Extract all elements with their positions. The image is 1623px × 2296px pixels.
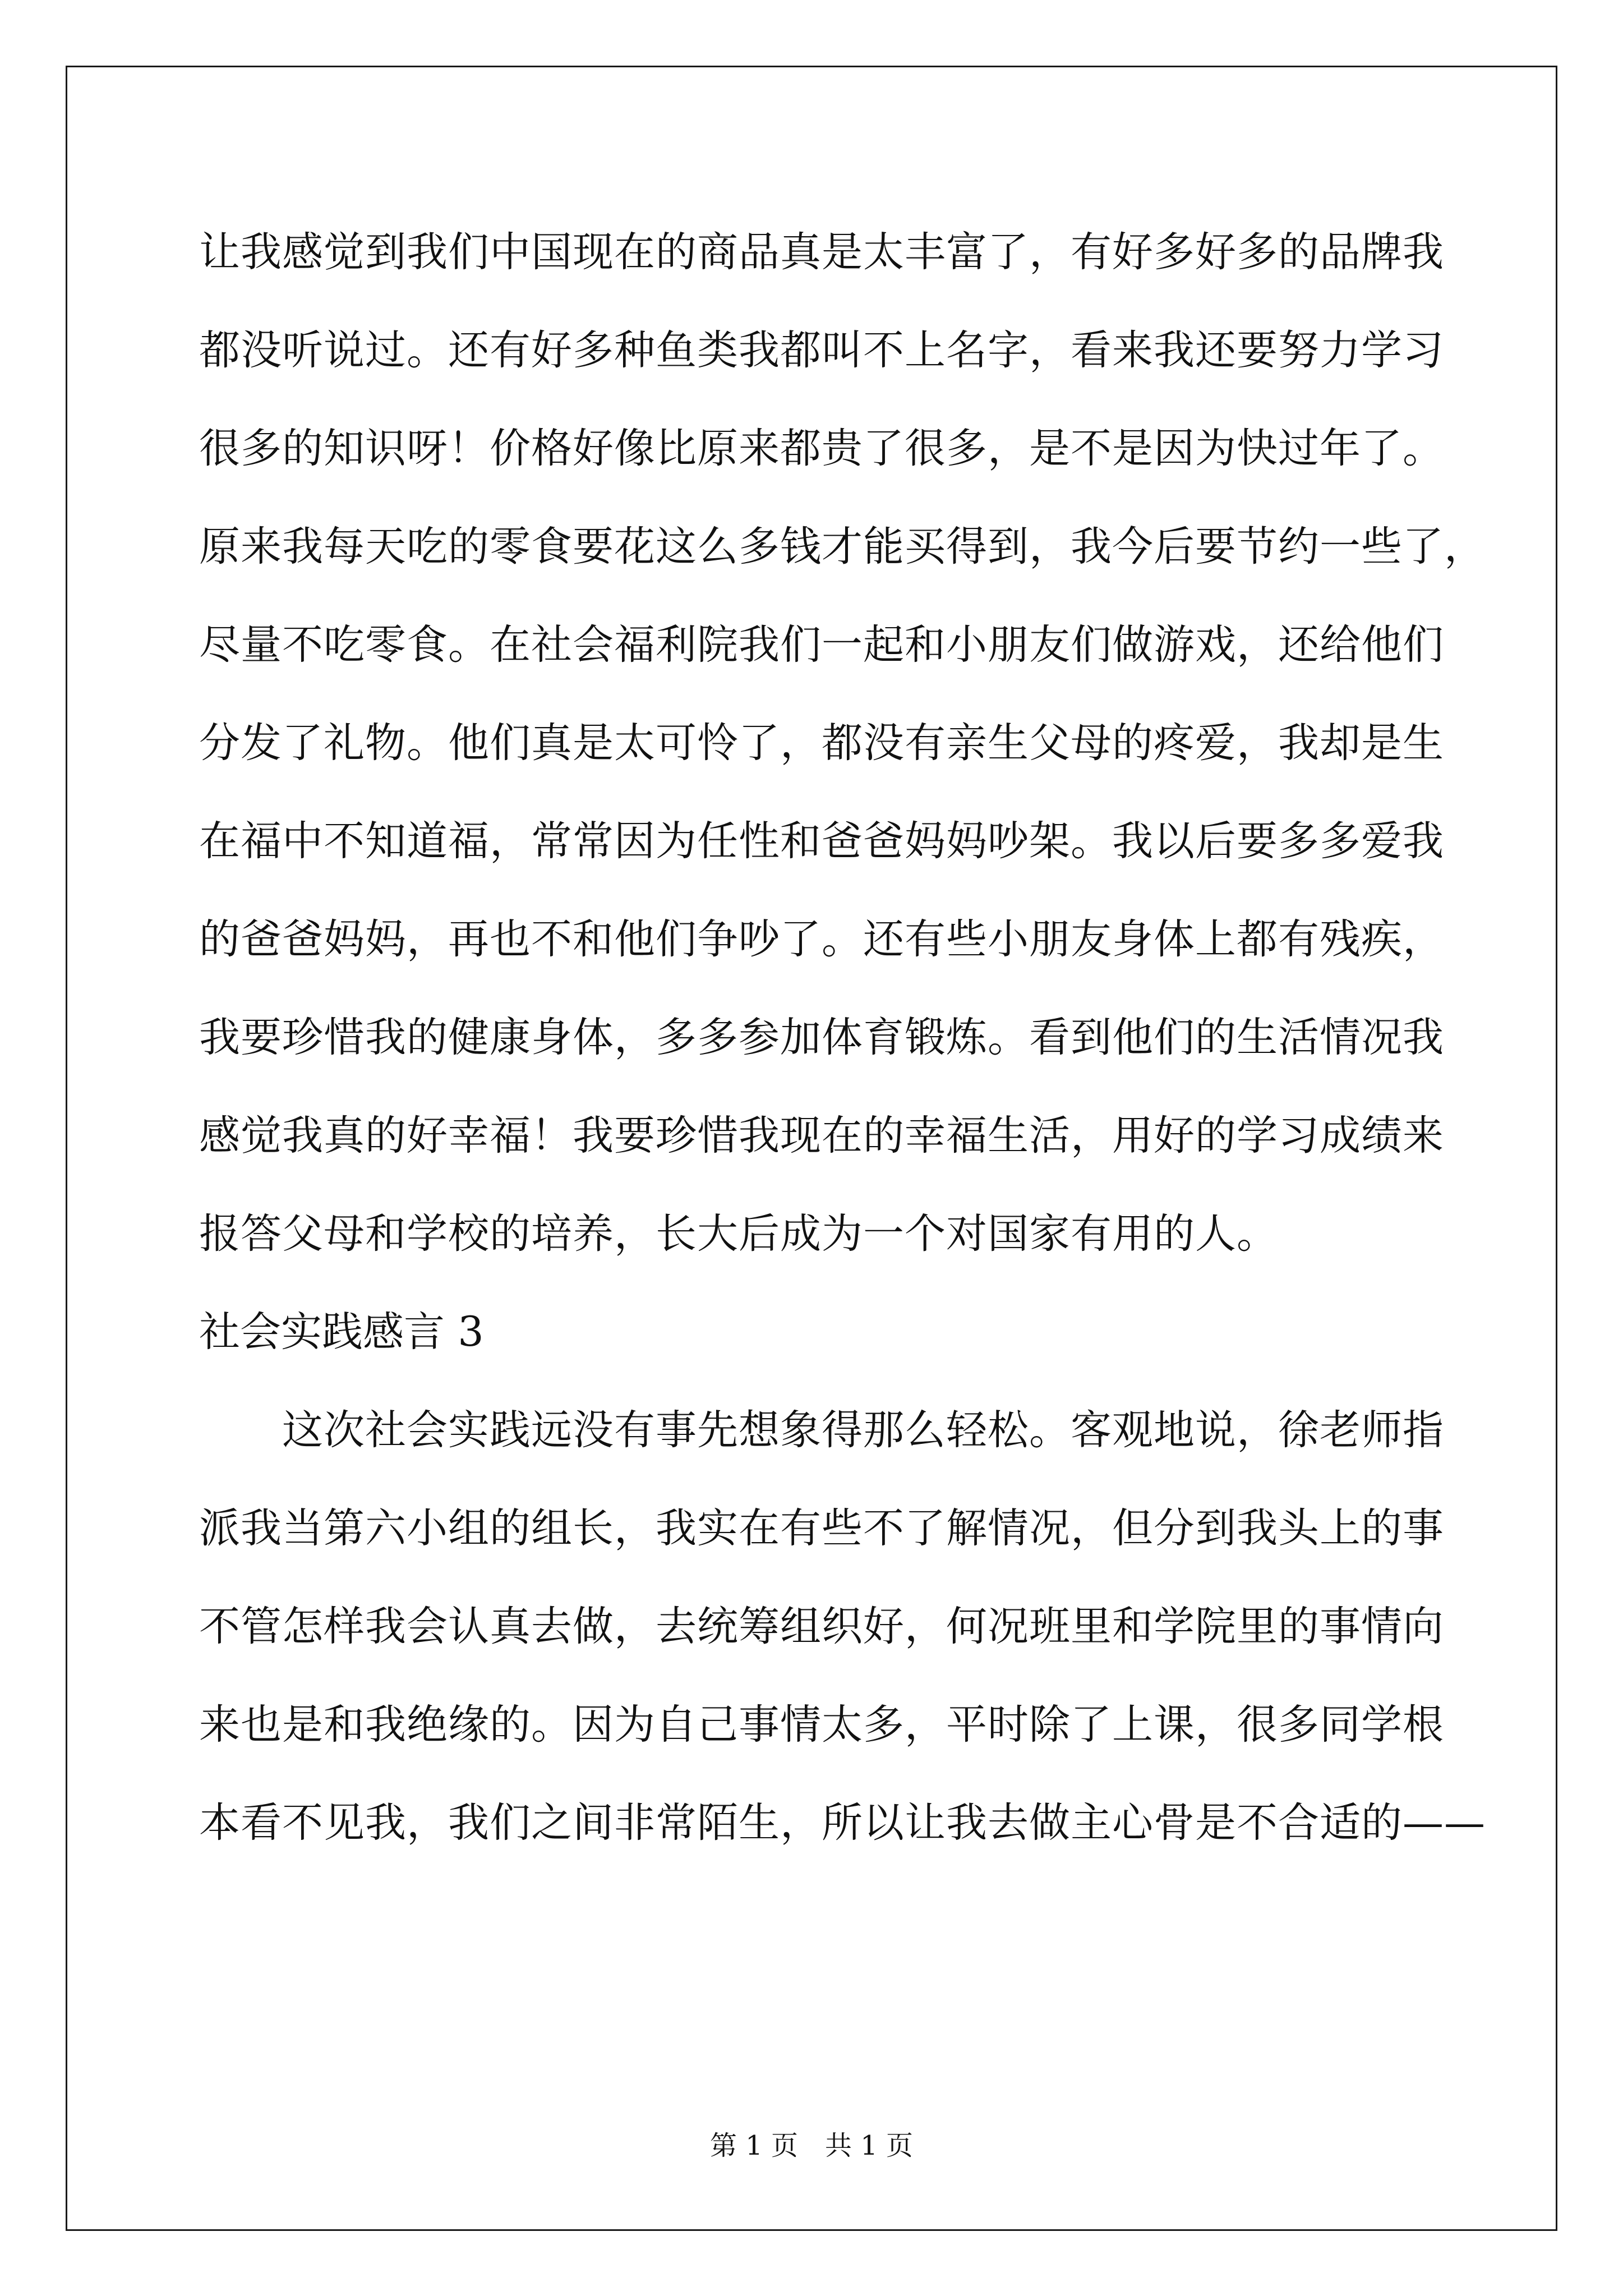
text-line: 来也是和我绝缘的。因为自己事情太多，平时除了上课，很多同学根 [199, 1701, 1444, 1749]
text-line: 都没听说过。还有好多种鱼类我都叫不上名字，看来我还要努力学习 [199, 326, 1444, 374]
text-line: 原来我每天吃的零食要花这么多钱才能买得到，我今后要节约一些了， [199, 523, 1486, 570]
text-line: 在福中不知道福，常常因为任性和爸爸妈妈吵架。我以后要多多爱我 [199, 817, 1444, 865]
text-line: 尽量不吃零食。在社会福利院我们一起和小朋友们做游戏，还给他们 [199, 621, 1444, 669]
text-line: 很多的知识呀！价格好像比原来都贵了很多，是不是因为快过年了。 [199, 425, 1444, 472]
text-line: 本看不见我，我们之间非常陌生，所以让我去做主心骨是不合适的—— [199, 1799, 1486, 1847]
text-line: 让我感觉到我们中国现在的商品真是太丰富了，有好多好多的品牌我 [199, 228, 1444, 276]
paragraph-2 [199, 1397, 1486, 1888]
document-body [199, 219, 1486, 1888]
page-footer: 第 1 页 共 1 页 [709, 2130, 914, 2161]
text-line: 我要珍惜我的健康身体，多多参加体育锻炼。看到他们的生活情况我 [199, 1014, 1444, 1061]
section-title: 社会实践感言 3 [199, 1308, 484, 1356]
text-line: 报答父母和学校的培养，长大后成为一个对国家有用的人。 [199, 1210, 1278, 1258]
text-line: 不管怎样我会认真去做，去统筹组织好，何况班里和学院里的事情向 [199, 1603, 1444, 1650]
text-line: 派我当第六小组的组长，我实在有些不了解情况，但分到我头上的事 [199, 1504, 1444, 1552]
text-line: 分发了礼物。他们真是太可怜了，都没有亲生父母的疼爱，我却是生 [199, 719, 1444, 767]
text-line: 感觉我真的好幸福！我要珍惜我现在的幸福生活，用好的学习成绩来 [199, 1112, 1444, 1159]
text-line: 的爸爸妈妈，再也不和他们争吵了。还有些小朋友身体上都有残疾， [199, 915, 1444, 963]
paragraph-1 [199, 219, 1486, 1299]
text-line: 这次社会实践远没有事先想象得那么轻松。客观地说，徐老师指 [282, 1406, 1444, 1454]
